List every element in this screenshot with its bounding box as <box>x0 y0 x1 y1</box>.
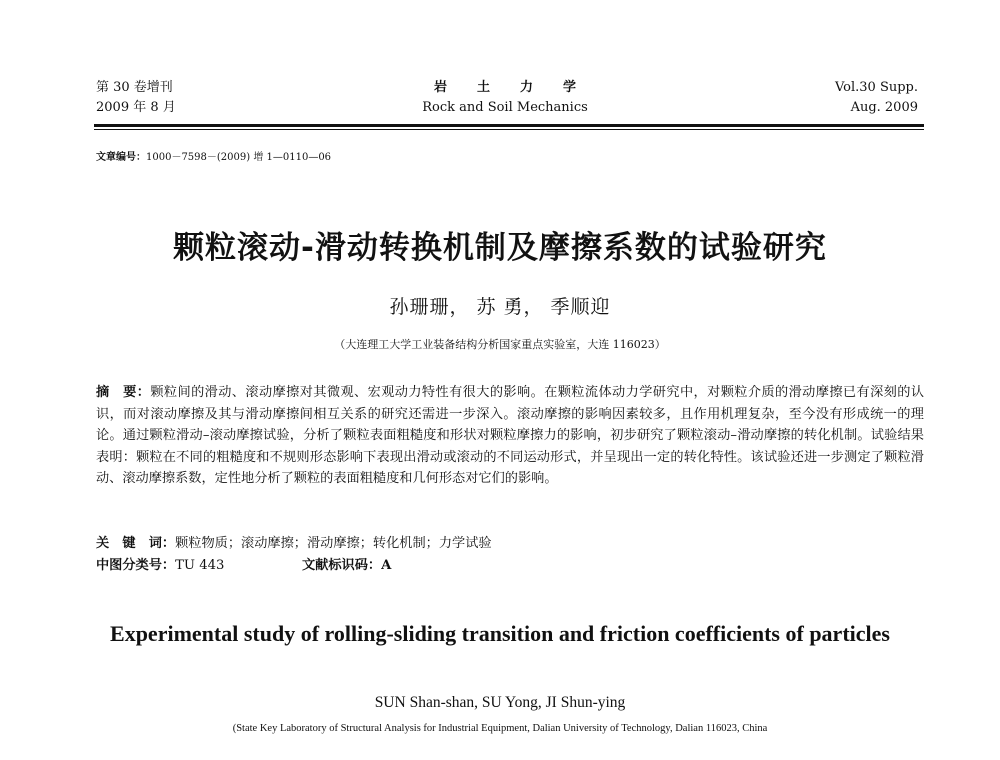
header-rule-thin <box>94 129 924 130</box>
classification <box>96 554 392 573</box>
document-code-label: 文献标识码： <box>302 558 382 573</box>
classification-value: TU 443 <box>175 558 225 573</box>
authors-en: SUN Shan-shan, SU Yong, JI Shun-ying <box>374 694 626 711</box>
article-number-label: 文章编号： <box>96 152 146 163</box>
header-right <box>835 78 918 118</box>
volume-en: Vol.30 Supp. <box>834 80 918 95</box>
article-number <box>96 148 331 163</box>
journal-name-en: Rock and Soil Mechanics <box>422 100 588 115</box>
affiliation-en: (State Key Laboratory of Structural Analysis for Industrial Equipment, Dalian University of Technology, Dalian 116023, China <box>232 723 768 734</box>
date-cn: 2009 年 8 月 <box>96 100 176 115</box>
date-en: Aug. 2009 <box>850 100 918 115</box>
keywords-label: 关 键 词： <box>96 536 176 551</box>
article-number-value: 1000－7598－(2009) 增 1—0110—06 <box>146 152 332 163</box>
volume-cn: 第 30 卷增刊 <box>96 80 173 95</box>
abstract-label: 摘 要： <box>96 385 151 400</box>
abstract-text: 颗粒间的滑动、滚动摩擦对其微观、宏观动力特性有很大的影响。在颗粒流体动力学研究中，对颗粒介质的滑动摩擦已有深刻的认识，而对滚动摩擦及其与滑动摩擦间相互关系的研究还需进一步深入。滚动摩擦的影响因素较多，且作用机理复杂，至今没有形成统一的理论。通过颗粒滑动–滚动摩擦试验，分析了颗粒表面粗糙度和形状对颗粒摩擦力的影响，初步研究了颗粒滚动–滑动摩擦的转化机制。试验结果表明：颗粒在不同的粗糙度和不规则形态影响下表现出滑动或滚动的不同运动形式，并呈现出一定的转化特性。该试验还进一步测定了颗粒滑动、滚动摩擦系数，定性地分析了颗粒的表面粗糙度和几何形态对它们的影响。 <box>96 385 925 486</box>
header-left <box>96 78 176 118</box>
keywords <box>96 532 492 551</box>
classification-label: 中图分类号： <box>96 558 176 573</box>
header-center <box>360 78 650 118</box>
header-rule-thick <box>94 124 924 127</box>
document-code <box>302 554 391 573</box>
affiliation-cn: （大连理工大学工业装备结构分析国家重点实验室，大连 116023） <box>334 338 666 351</box>
authors-cn: 孙珊珊， 苏 勇， 季顺迎 <box>389 296 611 318</box>
abstract <box>96 382 924 490</box>
document-code-value: A <box>381 558 392 573</box>
title-cn: 颗粒滚动-滑动转换机制及摩擦系数的试验研究 <box>173 230 827 266</box>
title-en: Experimental study of rolling-sliding transition and friction coefficients of particles <box>110 621 890 646</box>
journal-name-cn: 岩土力学 <box>433 80 606 95</box>
keywords-text: 颗粒物质；滚动摩擦；滑动摩擦；转化机制；力学试验 <box>175 536 492 551</box>
